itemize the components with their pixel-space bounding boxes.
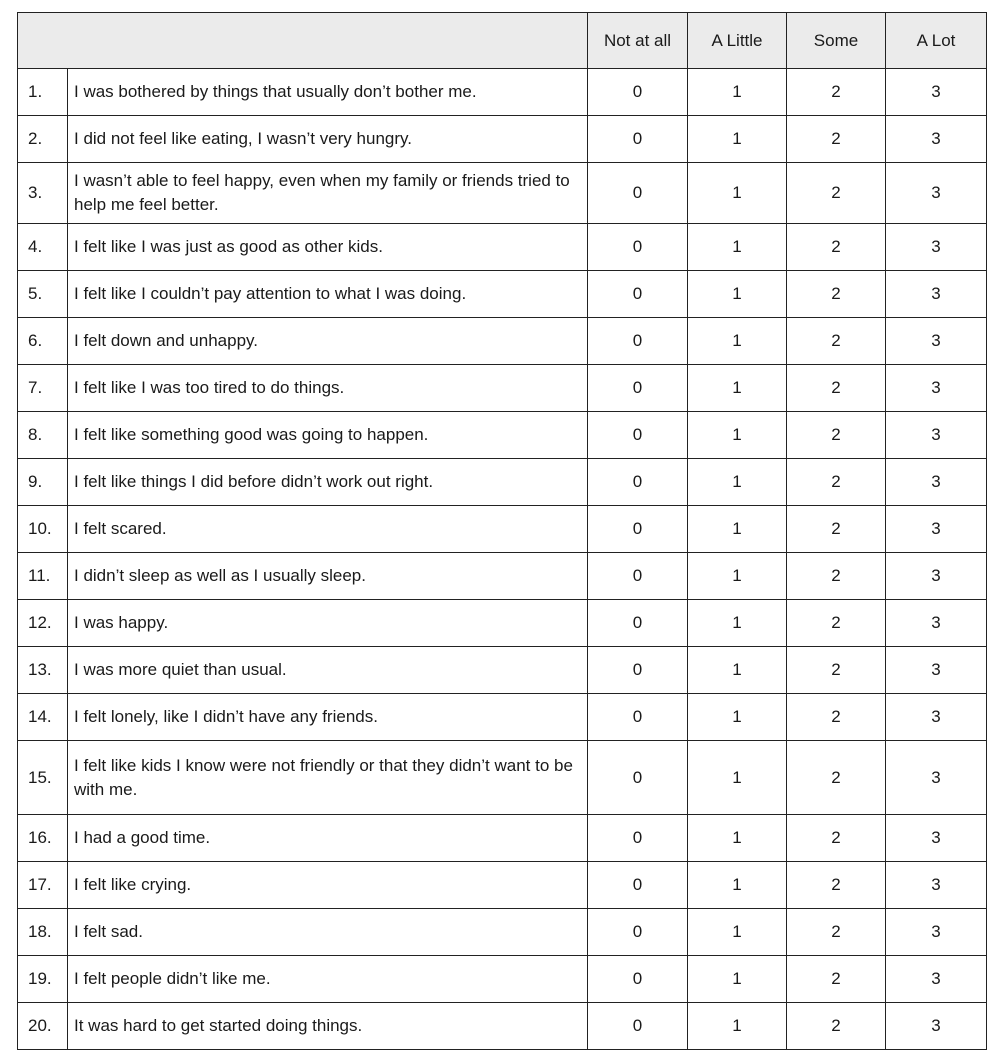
item-number: 14.	[18, 694, 68, 741]
score-not-at-all: 0	[588, 647, 688, 694]
score-a-lot: 3	[886, 271, 987, 318]
item-number: 2.	[18, 116, 68, 163]
item-number: 12.	[18, 600, 68, 647]
score-a-little: 1	[688, 459, 787, 506]
score-a-lot: 3	[886, 862, 987, 909]
score-a-lot: 3	[886, 365, 987, 412]
item-statement: I felt scared.	[68, 506, 588, 553]
score-some: 2	[787, 224, 886, 271]
score-a-lot: 3	[886, 553, 987, 600]
score-not-at-all: 0	[588, 163, 688, 224]
score-some: 2	[787, 956, 886, 1003]
score-some: 2	[787, 553, 886, 600]
score-a-little: 1	[688, 694, 787, 741]
item-statement: I felt like crying.	[68, 862, 588, 909]
score-a-lot: 3	[886, 69, 987, 116]
table-row	[18, 694, 987, 741]
table-row	[18, 163, 987, 224]
score-a-little: 1	[688, 318, 787, 365]
table-row	[18, 553, 987, 600]
score-some: 2	[787, 909, 886, 956]
score-a-lot: 3	[886, 506, 987, 553]
item-statement: I wasn’t able to feel happy, even when my family or friends tried to help me feel better.	[68, 163, 588, 224]
score-some: 2	[787, 459, 886, 506]
score-a-little: 1	[688, 909, 787, 956]
score-a-little: 1	[688, 506, 787, 553]
table-row	[18, 459, 987, 506]
item-number: 9.	[18, 459, 68, 506]
item-number: 17.	[18, 862, 68, 909]
score-some: 2	[787, 365, 886, 412]
score-not-at-all: 0	[588, 459, 688, 506]
score-some: 2	[787, 694, 886, 741]
score-a-little: 1	[688, 600, 787, 647]
score-a-lot: 3	[886, 647, 987, 694]
score-a-little: 1	[688, 1003, 787, 1050]
score-a-little: 1	[688, 412, 787, 459]
score-some: 2	[787, 412, 886, 459]
score-a-little: 1	[688, 365, 787, 412]
item-statement: I felt down and unhappy.	[68, 318, 588, 365]
header-row	[18, 13, 987, 69]
header-a-little: A Little	[688, 13, 787, 69]
item-statement: I felt people didn’t like me.	[68, 956, 588, 1003]
score-a-lot: 3	[886, 318, 987, 365]
score-some: 2	[787, 69, 886, 116]
score-a-lot: 3	[886, 224, 987, 271]
item-number: 13.	[18, 647, 68, 694]
score-a-little: 1	[688, 224, 787, 271]
table-row	[18, 647, 987, 694]
score-a-little: 1	[688, 862, 787, 909]
score-a-lot: 3	[886, 815, 987, 862]
item-number: 20.	[18, 1003, 68, 1050]
table-row	[18, 318, 987, 365]
score-some: 2	[787, 647, 886, 694]
item-number: 18.	[18, 909, 68, 956]
item-number: 19.	[18, 956, 68, 1003]
score-a-lot: 3	[886, 956, 987, 1003]
item-statement: It was hard to get started doing things.	[68, 1003, 588, 1050]
item-statement: I was happy.	[68, 600, 588, 647]
table-row	[18, 956, 987, 1003]
item-number: 8.	[18, 412, 68, 459]
score-some: 2	[787, 116, 886, 163]
score-a-lot: 3	[886, 909, 987, 956]
score-not-at-all: 0	[588, 694, 688, 741]
score-some: 2	[787, 163, 886, 224]
score-some: 2	[787, 271, 886, 318]
score-not-at-all: 0	[588, 553, 688, 600]
table-row	[18, 271, 987, 318]
item-statement: I was bothered by things that usually don’t bother me.	[68, 69, 588, 116]
score-not-at-all: 0	[588, 116, 688, 163]
header-a-lot: A Lot	[886, 13, 987, 69]
item-statement: I didn’t sleep as well as I usually sleep.	[68, 553, 588, 600]
score-not-at-all: 0	[588, 956, 688, 1003]
table-row	[18, 224, 987, 271]
header-not-at-all: Not at all	[588, 13, 688, 69]
table-row	[18, 815, 987, 862]
score-some: 2	[787, 815, 886, 862]
item-statement: I was more quiet than usual.	[68, 647, 588, 694]
score-a-lot: 3	[886, 116, 987, 163]
table-row	[18, 862, 987, 909]
score-a-little: 1	[688, 956, 787, 1003]
questionnaire-body	[18, 69, 987, 1050]
score-a-little: 1	[688, 116, 787, 163]
item-statement: I felt like I couldn’t pay attention to what I was doing.	[68, 271, 588, 318]
score-not-at-all: 0	[588, 815, 688, 862]
score-a-lot: 3	[886, 600, 987, 647]
item-number: 5.	[18, 271, 68, 318]
score-a-little: 1	[688, 163, 787, 224]
score-a-little: 1	[688, 553, 787, 600]
score-some: 2	[787, 741, 886, 815]
score-a-little: 1	[688, 741, 787, 815]
table-row	[18, 909, 987, 956]
score-a-lot: 3	[886, 412, 987, 459]
score-some: 2	[787, 600, 886, 647]
item-statement: I felt like kids I know were not friendly or that they didn’t want to be with me.	[68, 741, 588, 815]
table-row	[18, 600, 987, 647]
score-not-at-all: 0	[588, 600, 688, 647]
table-row	[18, 506, 987, 553]
score-some: 2	[787, 318, 886, 365]
header-blank-cell	[18, 13, 588, 69]
item-statement: I felt sad.	[68, 909, 588, 956]
score-a-lot: 3	[886, 1003, 987, 1050]
item-statement: I felt like something good was going to happen.	[68, 412, 588, 459]
table-row	[18, 116, 987, 163]
item-number: 10.	[18, 506, 68, 553]
score-not-at-all: 0	[588, 506, 688, 553]
questionnaire-table	[17, 12, 987, 1050]
item-number: 6.	[18, 318, 68, 365]
item-number: 4.	[18, 224, 68, 271]
score-a-little: 1	[688, 69, 787, 116]
score-a-little: 1	[688, 271, 787, 318]
score-some: 2	[787, 506, 886, 553]
item-number: 16.	[18, 815, 68, 862]
score-not-at-all: 0	[588, 909, 688, 956]
table-row	[18, 69, 987, 116]
item-number: 15.	[18, 741, 68, 815]
table-row	[18, 741, 987, 815]
score-a-little: 1	[688, 815, 787, 862]
score-some: 2	[787, 862, 886, 909]
item-statement: I did not feel like eating, I wasn’t very hungry.	[68, 116, 588, 163]
score-a-lot: 3	[886, 459, 987, 506]
item-statement: I felt lonely, like I didn’t have any friends.	[68, 694, 588, 741]
item-number: 1.	[18, 69, 68, 116]
score-not-at-all: 0	[588, 224, 688, 271]
score-not-at-all: 0	[588, 69, 688, 116]
score-not-at-all: 0	[588, 412, 688, 459]
item-statement: I felt like I was too tired to do things.	[68, 365, 588, 412]
item-statement: I had a good time.	[68, 815, 588, 862]
item-statement: I felt like things I did before didn’t work out right.	[68, 459, 588, 506]
score-not-at-all: 0	[588, 862, 688, 909]
header-some: Some	[787, 13, 886, 69]
score-not-at-all: 0	[588, 318, 688, 365]
score-a-little: 1	[688, 647, 787, 694]
item-number: 7.	[18, 365, 68, 412]
table-row	[18, 365, 987, 412]
item-number: 11.	[18, 553, 68, 600]
table-row	[18, 1003, 987, 1050]
score-a-lot: 3	[886, 741, 987, 815]
score-not-at-all: 0	[588, 1003, 688, 1050]
score-not-at-all: 0	[588, 741, 688, 815]
score-some: 2	[787, 1003, 886, 1050]
score-not-at-all: 0	[588, 271, 688, 318]
score-a-lot: 3	[886, 694, 987, 741]
score-not-at-all: 0	[588, 365, 688, 412]
item-statement: I felt like I was just as good as other kids.	[68, 224, 588, 271]
score-a-lot: 3	[886, 163, 987, 224]
table-row	[18, 412, 987, 459]
item-number: 3.	[18, 163, 68, 224]
